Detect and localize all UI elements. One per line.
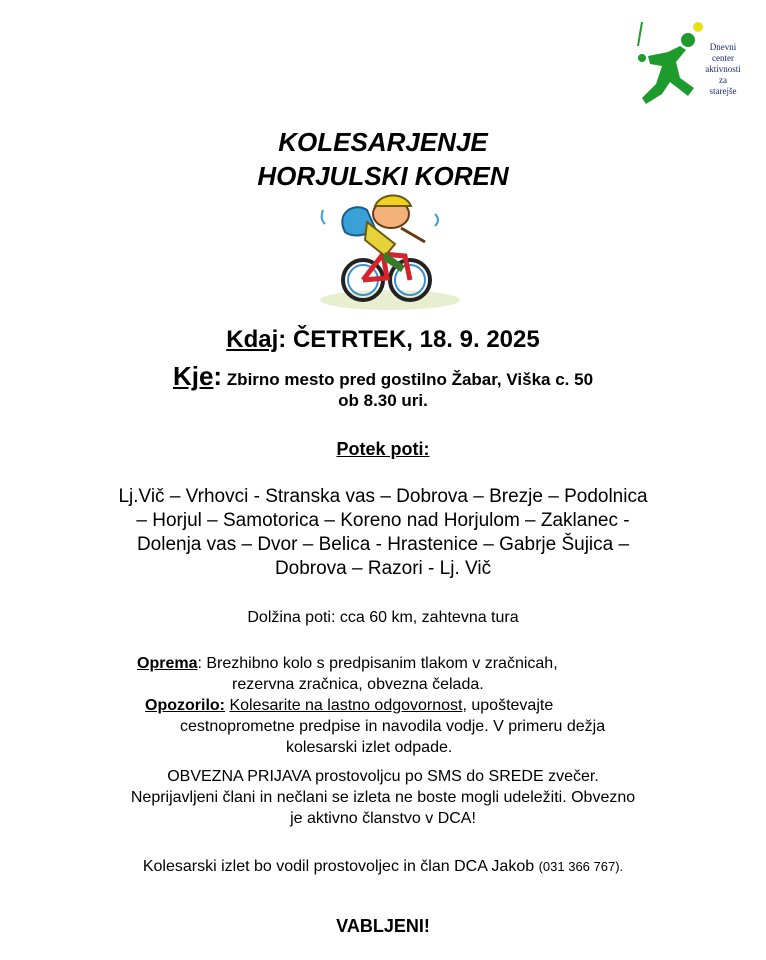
closing-text: VABLJENI! — [336, 916, 430, 936]
equipment-line-1 — [137, 653, 558, 674]
warning-line-1 — [145, 695, 553, 716]
logo-text-line: starejše — [709, 86, 737, 96]
leader-text: Kolesarski izlet bo vodil prostovoljec in član DCA Jakob — [142, 858, 539, 875]
when-value: : ČETRTEK, 18. 9. 2025 — [278, 326, 540, 353]
route-heading: Potek poti: — [336, 439, 430, 459]
meeting-time: ob 8.30 uri. — [338, 391, 428, 410]
logo-text-line: za — [719, 75, 727, 85]
warning-label: Opozorilo: — [145, 697, 225, 714]
where-value: Zbirno mesto pred gostilno Žabar, Viška c. 50 — [222, 370, 594, 389]
logo-text — [700, 42, 746, 97]
title-line-2: HORJULSKI KOREN — [257, 161, 509, 191]
leader-info — [0, 855, 766, 879]
equipment-line-2: rezervna zračnica, obvezna čelada. — [232, 676, 484, 693]
logo-text-line: aktivnosti — [705, 64, 741, 74]
cyclist-illustration — [305, 192, 465, 314]
equipment-label: Oprema — [137, 655, 198, 672]
route-description — [80, 485, 686, 581]
warning-line-3: kolesarski izlet odpade. — [286, 739, 453, 756]
title-line-1: KOLESARJENJE — [278, 127, 488, 157]
dca-logo — [628, 18, 746, 110]
signup-line: OBVEZNA PRIJAVA prostovoljcu po SMS do SREDE zvečer. — [167, 768, 599, 785]
signup-notice — [0, 766, 766, 829]
warning-underlined: Kolesarite na lastno odgovornost — [229, 697, 463, 714]
leader-phone: (031 366 767). — [538, 859, 624, 874]
when-label: Kdaj — [226, 326, 279, 353]
equipment-text: : Brezhibno kolo s predpisanim tlakom v zračnicah, — [197, 655, 558, 672]
signup-line: Neprijavljeni člani in nečlani se izleta ne boste mogli udeležiti. Obvezno — [130, 789, 636, 806]
where-colon: : — [213, 361, 223, 391]
logo-text-line: center — [712, 53, 734, 63]
route-line: – Horjul – Samotorica – Koreno nad Horjulom – Zaklanec - — [136, 510, 630, 531]
where-label: Kje — [172, 361, 214, 391]
route-length: Dolžina poti: cca 60 km, zahtevna tura — [247, 609, 519, 626]
route-line: Dolenja vas – Dvor – Belica - Hrastenice – Gabrje Šujica – — [136, 534, 630, 555]
warning-line-2: cestnoprometne predpise in navodila vodje. V primeru dežja — [180, 718, 606, 735]
cyclist-icon — [305, 192, 465, 314]
logo-text-line: Dnevni — [709, 42, 737, 52]
warning-rest: , upoštevajte — [462, 697, 554, 714]
signup-line: je aktivno članstvo v DCA! — [290, 810, 476, 827]
when-line — [0, 324, 766, 356]
route-line: Lj.Vič – Vrhovci - Stranska vas – Dobrova – Brezje – Podolnica — [118, 486, 648, 507]
route-line: Dobrova – Razori - Lj. Vič — [274, 558, 492, 579]
